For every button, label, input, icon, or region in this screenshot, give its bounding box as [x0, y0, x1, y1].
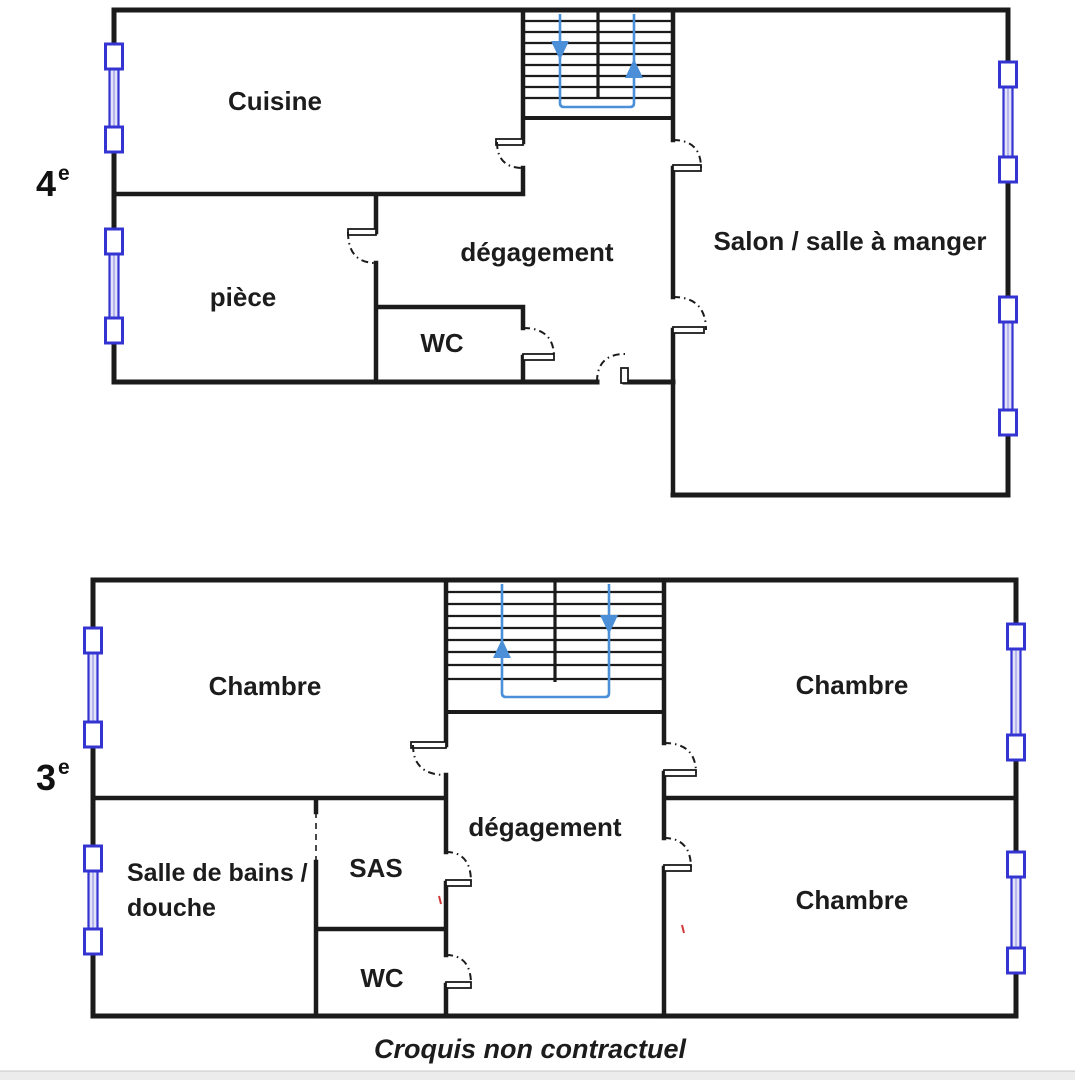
window-icon [1000, 62, 1017, 182]
stairs-up-arrow-icon [625, 59, 643, 78]
window-icon [1008, 852, 1025, 973]
floor3-staircase [446, 580, 664, 712]
room-label-piece: pièce [209, 282, 277, 312]
chambre-top-left-door-leaf [411, 742, 446, 748]
salon-door2-leaf [673, 327, 704, 333]
chambre-top-right-door-arc [664, 743, 696, 773]
piece-door-leaf [348, 229, 376, 235]
room-label-salle-de-bains-line1: Salle de bains / [127, 859, 308, 887]
room-label-chambre-top-right: Chambre [795, 670, 909, 700]
chambre-top-right-door-leaf [664, 770, 696, 776]
cuisine-door-leaf [496, 139, 523, 145]
chambre-bottom-right-door-arc [664, 838, 691, 868]
caption-croquis: Croquis non contractuel [373, 1034, 687, 1064]
salon-door1-leaf [673, 165, 701, 171]
floor4-staircase [523, 10, 673, 118]
floor4-number: 4 [36, 163, 57, 204]
window-icon [1000, 297, 1017, 435]
entrance-door-leaf [621, 368, 628, 383]
floor3-plan [36, 580, 1025, 1016]
room-label-cuisine: Cuisine [228, 86, 322, 116]
sas-door-leaf [446, 880, 471, 886]
salon-door2-arc [673, 297, 706, 330]
room-label-wc-4: WC [420, 328, 464, 358]
window-icon [106, 44, 123, 152]
floor4-number-sup: e [58, 162, 70, 185]
room-label-chambre-top-left: Chambre [208, 671, 322, 701]
piece-door-arc [348, 232, 376, 263]
footer-gray-bar [0, 1071, 1075, 1080]
wc4-door-leaf [523, 354, 554, 360]
stray-red-mark [682, 925, 684, 933]
room-label-sas: SAS [349, 853, 403, 883]
chambre-top-left-door-arc [413, 745, 446, 775]
stairs-down-arrow-icon [600, 615, 618, 634]
floor4-plan [36, 10, 1017, 495]
window-icon [106, 229, 123, 343]
stairs-down-arrow-icon [551, 41, 569, 60]
wc3-door-arc [446, 955, 471, 984]
room-label-salon: Salon / salle à manger [713, 226, 987, 256]
floor3-doors [411, 742, 696, 988]
window-icon [85, 628, 102, 747]
floor3-number-sup: e [58, 756, 70, 779]
stairs-up-arrow-icon [493, 639, 511, 658]
window-icon [1008, 624, 1025, 760]
stray-red-mark [439, 896, 441, 904]
window-icon [85, 846, 102, 954]
room-label-salle-de-bains-line2: douche [127, 894, 216, 922]
wc3-door-leaf [446, 982, 471, 988]
floor3-number: 3 [36, 757, 57, 798]
wc4-door-arc [523, 328, 554, 357]
salon-door1-arc [673, 140, 701, 168]
room-label-degagement-3: dégagement [468, 812, 622, 842]
sas-door-arc [446, 852, 471, 882]
room-label-wc-3: WC [360, 963, 404, 993]
room-label-chambre-bottom-right: Chambre [795, 885, 909, 915]
chambre-bottom-right-door-leaf [664, 865, 691, 871]
room-label-degagement-4: dégagement [460, 237, 614, 267]
